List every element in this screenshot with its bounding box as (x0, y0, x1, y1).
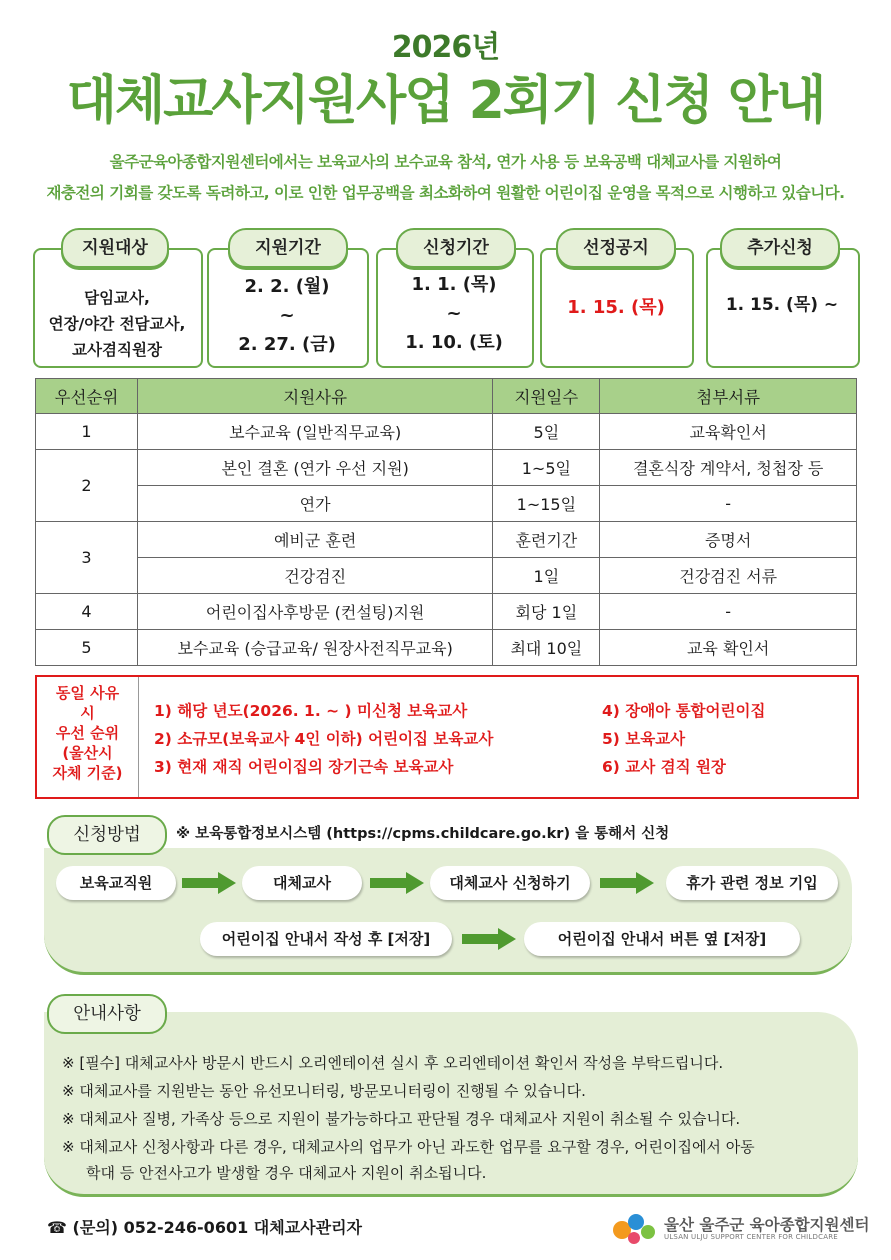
cell-days: 훈련기간 (493, 522, 600, 558)
step-staff: 보육교직원 (56, 866, 176, 900)
arrow-right-icon (462, 928, 516, 950)
table-row (36, 486, 857, 522)
cell-days: 1~5일 (493, 450, 600, 486)
cell-priority: 2 (36, 450, 138, 522)
cell-reason: 연가 (137, 486, 493, 522)
info-box-target-text (35, 285, 199, 363)
priority-table (35, 378, 857, 666)
cell-docs: - (600, 486, 857, 522)
info-label-announcement: 선정공지 (556, 228, 676, 268)
col-priority: 우선순위 (36, 379, 138, 414)
cell-days: 회당 1일 (493, 594, 600, 630)
tie-break-item: 6) 교사 겸직 원장 (602, 758, 726, 776)
period-start: 2. 2. (월) (244, 276, 330, 297)
tie-break-heading-line: 동일 사유 (55, 684, 120, 702)
contact-info: ☎ (문의) 052-246-0601 대체교사관리자 (47, 1218, 362, 1237)
tie-break-heading (37, 677, 139, 797)
info-label-additional: 추가신청 (720, 228, 840, 268)
cell-days: 1일 (493, 558, 600, 594)
table-header-row (36, 379, 857, 414)
tie-break-item: 1) 해당 년도(2026. 1. ~ ) 미신청 보육교사 (154, 702, 468, 720)
col-reason: 지원사유 (137, 379, 493, 414)
application-start: 1. 1. (목) (411, 274, 497, 295)
cell-priority: 5 (36, 630, 138, 666)
tie-break-item: 4) 장애아 통합어린이집 (602, 702, 766, 720)
period-tilde: ~ (279, 305, 295, 326)
cell-docs: - (600, 594, 857, 630)
notice-item: ※ 대체교사 질병, 가족상 등으로 지원이 불가능하다고 판단될 경우 대체교사 지원이 취소될 수 있습니다. (62, 1110, 741, 1128)
arrow-right-icon (182, 872, 236, 894)
tie-break-item: 3) 현재 재직 어린이집의 장기근속 보육교사 (154, 758, 454, 776)
method-label: 신청방법 (47, 815, 167, 855)
cell-reason: 어린이집사후방문 (컨설팅)지원 (137, 594, 493, 630)
cell-docs: 증명서 (600, 522, 857, 558)
tie-break-item: 5) 보육교사 (602, 730, 686, 748)
notice-label: 안내사항 (47, 994, 167, 1034)
target-line-3: 교사겸직원장 (72, 341, 162, 359)
table-row (36, 450, 857, 486)
tie-break-heading-line: 시 (80, 704, 95, 722)
center-name-en: ULSAN ULJU SUPPORT CENTER FOR CHILDCARE (664, 1233, 838, 1241)
announcement-date: 1. 15. (목) (567, 297, 665, 318)
cell-docs: 교육 확인서 (600, 630, 857, 666)
tie-break-heading-line: 자체 기준) (52, 764, 123, 782)
cell-priority: 3 (36, 522, 138, 594)
cell-reason: 보수교육 (승급교육/ 원장사전직무교육) (137, 630, 493, 666)
method-note: ※ 보육통합정보시스템 (https://cpms.childcare.go.kr) 을 통해서 신청 (176, 826, 670, 842)
info-label-period: 지원기간 (228, 228, 348, 268)
cell-reason: 본인 결혼 (연가 우선 지원) (137, 450, 493, 486)
step-write-guide: 어린이집 안내서 작성 후 [저장] (200, 922, 452, 956)
year-heading: 2026년 (391, 30, 500, 65)
page-title: 대체교사지원사업 2회기 신청 안내 (66, 71, 825, 131)
info-label-application: 신청기간 (396, 228, 516, 268)
info-box-application-text (378, 270, 530, 357)
target-line-2: 연장/야간 전담교사, (48, 315, 186, 333)
center-logo-icon (610, 1208, 658, 1248)
info-label-target: 지원대상 (61, 228, 169, 268)
notice-item: ※ [필수] 대체교사사 방문시 반드시 오리엔테이션 실시 후 오리엔테이션 확인서 작성을 부탁드립니다. (62, 1054, 724, 1072)
cell-priority: 4 (36, 594, 138, 630)
notice-item: ※ 대체교사를 지원받는 동안 유선모니터링, 방문모니터링이 진행될 수 있습니다. (62, 1082, 586, 1100)
step-apply: 대체교사 신청하기 (430, 866, 590, 900)
cell-reason: 건강검진 (137, 558, 493, 594)
cell-reason: 예비군 훈련 (137, 522, 493, 558)
period-end: 2. 27. (금) (238, 334, 336, 355)
notice-item: ※ 대체교사 신청사항과 다른 경우, 대체교사의 업무가 아닌 과도한 업무를 요구할 경우, 어린이집에서 아동 (62, 1138, 755, 1156)
table-row (36, 558, 857, 594)
intro-line-1: 울주군육아종합지원센터에서는 보육교사의 보수교육 참석, 연가 사용 등 보육공백 대체교사를 지원하여 (109, 153, 782, 171)
cell-days: 5일 (493, 414, 600, 450)
tie-break-heading-line: 우선 순위 (55, 724, 120, 742)
application-tilde: ~ (446, 303, 462, 324)
col-docs: 첨부서류 (600, 379, 857, 414)
step-leave-info: 휴가 관련 정보 기입 (666, 866, 838, 900)
intro-line-2: 재충전의 기회를 갖도록 독려하고, 이로 인한 업무공백을 최소화하여 원활한 어린이집 운영을 목적으로 시행하고 있습니다. (46, 184, 845, 202)
info-box-period-text (209, 272, 365, 359)
center-name: 울산 울주군 육아종합지원센터 (664, 1216, 870, 1234)
cell-reason: 보수교육 (일반직무교육) (137, 414, 493, 450)
tie-break-box (35, 675, 859, 799)
cell-priority: 1 (36, 414, 138, 450)
table-row (36, 414, 857, 450)
cell-docs: 교육확인서 (600, 414, 857, 450)
arrow-right-icon (370, 872, 424, 894)
cell-days: 1~15일 (493, 486, 600, 522)
arrow-right-icon (600, 872, 654, 894)
step-save-guide: 어린이집 안내서 버튼 옆 [저장] (524, 922, 800, 956)
step-substitute: 대체교사 (242, 866, 362, 900)
table-row (36, 522, 857, 558)
cell-days: 최대 10일 (493, 630, 600, 666)
col-days: 지원일수 (493, 379, 600, 414)
application-end: 1. 10. (토) (405, 332, 503, 353)
target-line-1: 담임교사, (84, 289, 150, 307)
tie-break-item: 2) 소규모(보육교사 4인 이하) 어린이집 보육교사 (154, 730, 494, 748)
cell-docs: 결혼식장 계약서, 청첩장 등 (600, 450, 857, 486)
cell-docs: 건강검진 서류 (600, 558, 857, 594)
notice-item: 학대 등 안전사고가 발생할 경우 대체교사 지원이 취소됩니다. (86, 1164, 487, 1182)
tie-break-heading-line: (울산시 (62, 744, 113, 762)
additional-date: 1. 15. (목) ~ (725, 295, 839, 315)
table-row (36, 630, 857, 666)
table-row (36, 594, 857, 630)
